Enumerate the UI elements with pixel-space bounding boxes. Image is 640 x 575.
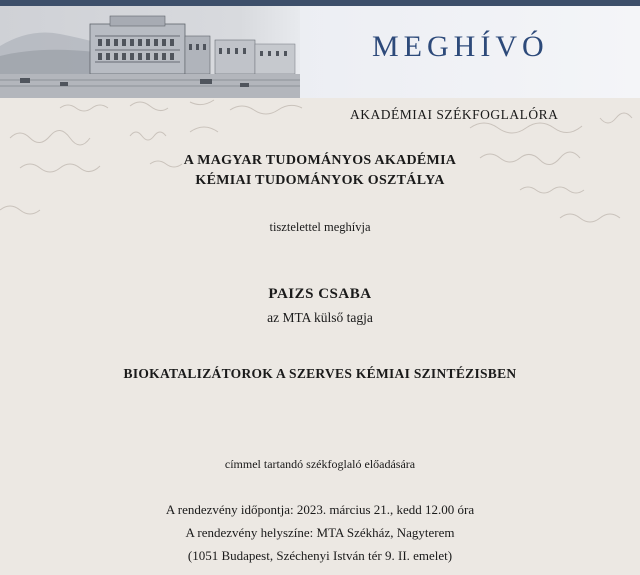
speaker-name: PAIZS CSABA (268, 286, 372, 302)
invitation-title: MEGHÍVÓ (372, 30, 549, 63)
organizer-line-1: A MAGYAR TUDOMÁNYOS AKADÉMIA (183, 153, 457, 168)
event-venue: A rendezvény helyszíne: MTA Székház, Nagyterem (185, 525, 455, 540)
invites-text: tisztelettel meghívja (269, 220, 371, 234)
event-address: (1051 Budapest, Széchenyi István tér 9. II. emelet) (187, 548, 453, 563)
speaker-role: az MTA külső tagja (267, 310, 373, 325)
lecture-note: címmel tartandó székfoglaló előadására (224, 457, 416, 471)
organizer-line-2: KÉMIAI TUDOMÁNYOK OSZTÁLYA (195, 173, 445, 188)
event-time: A rendezvény időpontja: 2023. március 21., kedd 12.00 óra (165, 502, 475, 517)
lecture-title: BIOKATALIZÁTOROK A SZERVES KÉMIAI SZINTÉZISBEN (123, 366, 517, 381)
invitation-subtitle: AKADÉMIAI SZÉKFOGLALÓRA (350, 107, 559, 122)
